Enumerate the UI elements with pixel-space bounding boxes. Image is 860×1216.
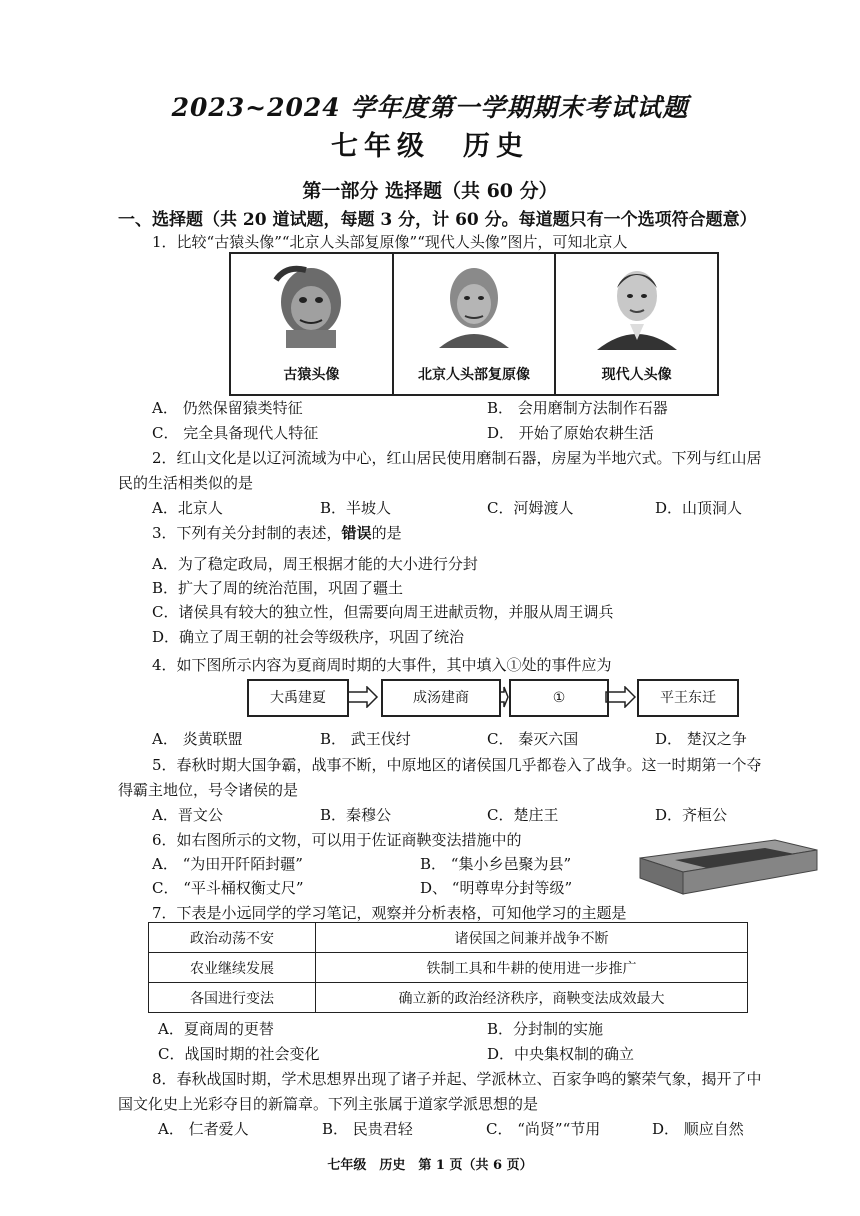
q2-stem-cont: 民的生活相类似的是 [118,474,254,492]
table-cell: 确立新的政治经济秩序，商鞅变法成效最大 [316,983,748,1013]
q4-option-a: A． 炎黄联盟 [152,730,243,748]
table-cell: 政治动荡不安 [149,923,316,953]
table-row [149,953,748,983]
q8-option-c: C． “尚贤”“节用 [486,1120,601,1138]
q5-option-d: D．齐桓公 [655,806,728,824]
q5-option-c: C．楚庄王 [487,806,559,824]
q8-stem-cont: 国文化史上光彩夺目的新篇章。下列主张属于道家学派思想的是 [118,1095,539,1113]
q1-option-d: D． 开始了原始农耕生活 [487,424,654,442]
q2-option-c: C．河姆渡人 [487,499,574,517]
modern-man-image [582,260,692,350]
q5-stem-cont: 得霸主地位，号令诸侯的是 [118,781,299,799]
peking-man-image [419,260,529,350]
flow-box-1: 大禹建夏 [247,679,349,717]
q1-caption-1: 古猿头像 [283,367,340,383]
q4-stem: 4．如下图所示内容为夏商周时期的大事件，其中填入①处的事件应为 [152,656,612,674]
q7-option-c: C．战国时期的社会变化 [158,1045,320,1063]
table-cell: 农业继续发展 [149,953,316,983]
q6-option-d: D、 “明尊卑分封等级” [420,879,573,897]
q8-option-a: A． 仁者爱人 [158,1120,249,1138]
flow-arrow-3 [605,686,637,708]
q3-option-a: A．为了稳定政局，周王根据才能的大小进行分封 [152,555,478,573]
q2-option-d: D．山顶洞人 [655,499,743,517]
q4-option-c: C． 秦灭六国 [487,730,579,748]
q8-stem: 8．春秋战国时期，学术思想界出现了诸子并起、学派林立、百家争鸣的繁荣气象，揭开了中 [152,1070,762,1088]
table-row [149,923,748,953]
flow-arrow-2 [499,686,509,708]
q7-option-b: B．分封制的实施 [487,1020,604,1038]
q3-option-c: C．诸侯具有较大的独立性，但需要向周王进献贡物，并服从周王调兵 [152,603,614,621]
modern-man-cell [556,254,717,394]
ape-head-cell [231,254,394,394]
flow-box-4: 平王东迁 [637,679,739,717]
q7-stem: 7．下表是小远同学的学习笔记，观察并分析表格，可知他学习的主题是 [152,904,627,922]
section-heading: 一、选择题（共 20 道试题，每题 3 分，计 60 分。每道题只有一个选项符合题意） [118,210,757,230]
q7-option-d: D．中央集权制的确立 [487,1045,635,1063]
q2-stem: 2．红山文化是以辽河流域为中心，红山居民使用磨制石器，房屋为半地穴式。下列与红山居 [152,449,762,467]
q3-stem [152,522,402,543]
q2-option-a: A．北京人 [152,499,223,517]
table-cell: 各国进行变法 [149,983,316,1013]
q3-option-d: D．确立了周王朝的社会等级秩序，巩固了统治 [152,628,465,646]
q2-option-b: B．半坡人 [320,499,392,517]
exam-title: 2023~2024 学年度第一学期期末考试试题 [171,93,689,122]
q6-option-b: B． “集小乡邑聚为县” [420,855,572,873]
q7-option-a: A．夏商周的更替 [158,1020,274,1038]
q3-stem-a: 3．下列有关分封制的表述， [152,524,342,542]
q3-stem-c: 的是 [371,524,402,542]
q1-image-table [229,252,719,396]
ape-head-image [256,260,366,350]
page-footer: 七年级 历史 第 1 页（共 6 页） [327,1158,533,1173]
q3-stem-emphasis: 错误 [341,524,372,542]
q1-option-b: B． 会用磨制方法制作石器 [487,399,668,417]
q1-option-c: C． 完全具备现代人特征 [152,424,319,442]
part-heading: 第一部分 选择题（共 60 分） [302,180,558,202]
q1-stem: 1．比较“古猿头像”“北京人头部复原像”“现代人头像”图片，可知北京人 [152,233,628,251]
flow-arrow-1 [347,686,379,708]
table-cell: 诸侯国之间兼并战争不断 [316,923,748,953]
q1-caption-2: 北京人头部复原像 [418,367,530,383]
q1-caption-3: 现代人头像 [601,367,672,383]
bronze-measure-artifact-image [635,828,820,896]
flow-box-3: ① [509,679,609,717]
exam-subject: 七年级 历史 [331,131,529,162]
q4-option-d: D． 楚汉之争 [655,730,747,748]
q6-option-c: C． “平斗桶权衡丈尺” [152,879,304,897]
flow-box-2: 成汤建商 [381,679,501,717]
q6-stem: 6．如右图所示的文物，可以用于佐证商鞅变法措施中的 [152,831,522,849]
q6-option-a: A． “为田开阡陌封疆” [152,855,303,873]
q8-option-d: D． 顺应自然 [652,1120,744,1138]
table-row [149,983,748,1013]
q8-option-b: B． 民贵君轻 [322,1120,413,1138]
q1-option-a: A． 仍然保留猿类特征 [152,399,303,417]
q7-notes-table [148,922,748,1013]
peking-man-cell [394,254,557,394]
q4-option-b: B． 武王伐纣 [320,730,411,748]
q5-stem: 5．春秋时期大国争霸，战事不断，中原地区的诸侯国几乎都卷入了战争。这一时期第一个夺 [152,756,762,774]
q5-option-b: B．秦穆公 [320,806,392,824]
q3-option-b: B．扩大了周的统治范围，巩固了疆土 [152,579,404,597]
table-cell: 铁制工具和牛耕的使用进一步推广 [316,953,748,983]
q5-option-a: A．晋文公 [152,806,223,824]
